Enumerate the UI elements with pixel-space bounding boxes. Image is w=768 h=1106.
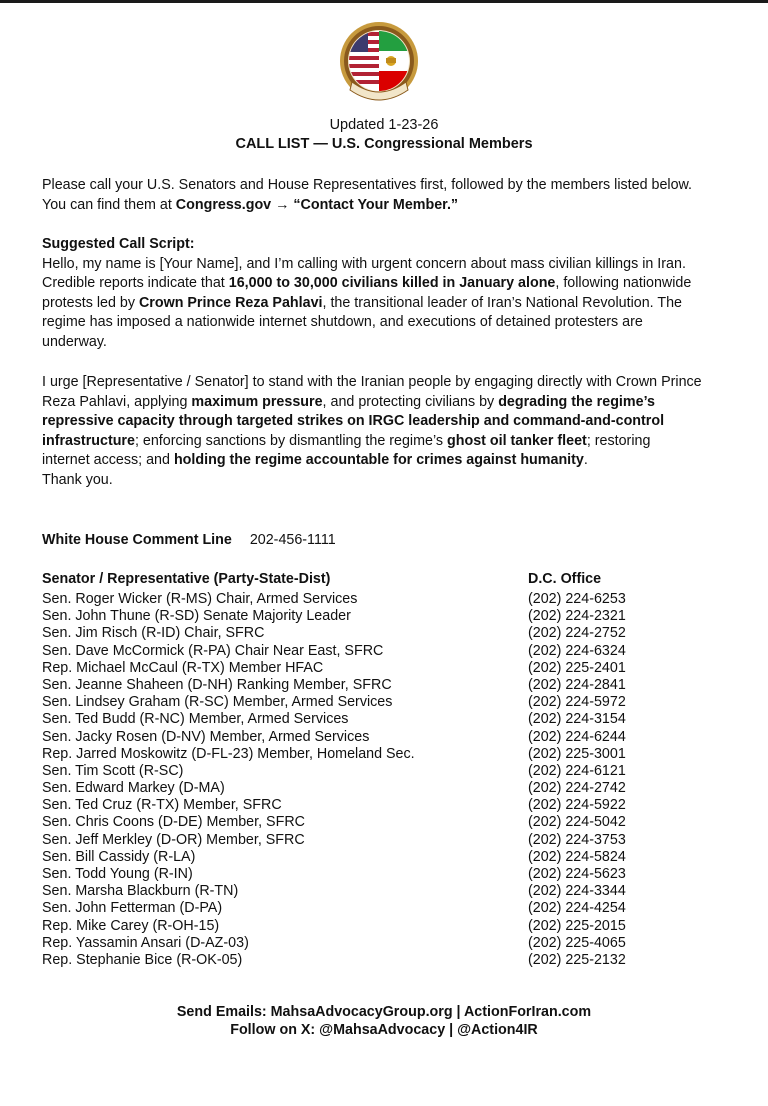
table-row: [42, 677, 662, 694]
column-header-member: Senator / Representative (Party-State-Dist): [42, 571, 331, 587]
table-row: [42, 797, 662, 814]
office-phone: (202) 225-2401: [528, 659, 626, 676]
office-phone: (202) 225-4065: [528, 934, 626, 951]
member-name: Sen. Tim Scott (R-SC): [42, 762, 184, 779]
table-row: [42, 780, 662, 797]
table-row: [42, 660, 662, 677]
table-row: [42, 694, 662, 711]
white-house-label: White House Comment Line: [42, 532, 232, 548]
member-name: Sen. Ted Cruz (R-TX) Member, SFRC: [42, 797, 282, 814]
office-phone: (202) 224-2752: [528, 625, 626, 642]
table-row: [42, 711, 662, 728]
mahsa-advocacy-logo: [338, 20, 420, 106]
member-name: Rep. Mike Carey (R-OH-15): [42, 917, 220, 934]
member-name: Sen. Roger Wicker (R-MS) Chair, Armed Services: [42, 591, 358, 607]
member-name: Sen. John Fetterman (D-PA): [42, 900, 223, 917]
office-phone: (202) 224-6324: [528, 642, 626, 659]
contact-member-reference: Congress.gov → “Contact Your Member.”: [175, 196, 459, 213]
office-phone: (202) 225-2132: [528, 951, 626, 968]
table-row: [42, 814, 662, 831]
office-phone: (202) 224-4254: [528, 900, 626, 917]
footer-emails: Send Emails: MahsaAdvocacyGroup.org | ActionForIran.com: [176, 1004, 592, 1020]
member-name: Sen. Jeanne Shaheen (D-NH) Ranking Member, SFRC: [42, 676, 392, 693]
member-name: Sen. Bill Cassidy (R-LA): [42, 848, 196, 865]
office-phone: (202) 224-5972: [528, 694, 626, 711]
member-name: Sen. Ted Budd (R-NC) Member, Armed Services: [42, 711, 349, 728]
column-header-office: D.C. Office: [528, 571, 602, 587]
office-phone: (202) 224-6253: [528, 591, 626, 607]
office-phone: (202) 224-6121: [528, 762, 626, 779]
footer-follow: Follow on X: @MahsaAdvocacy | @Action4IR: [230, 1022, 538, 1038]
table-row: [42, 866, 662, 883]
office-phone: (202) 224-2321: [528, 608, 626, 625]
updated-date: Updated 1-23-26: [329, 117, 439, 133]
intro-paragraph: Please call your U.S. Senators and House Representatives first, followed by the members listed below. You can find them at Congress.gov → “Contact Your Member.”: [42, 177, 693, 213]
member-name: Rep. Stephanie Bice (R-OK-05): [42, 951, 243, 968]
white-house-comment-line: [42, 532, 336, 548]
office-phone: (202) 225-3001: [528, 745, 626, 762]
page-title: CALL LIST — U.S. Congressional Members: [235, 136, 533, 152]
table-row: [42, 952, 662, 969]
table-row: [42, 832, 662, 849]
office-phone: (202) 225-2015: [528, 917, 626, 934]
call-script-heading: Suggested Call Script:: [42, 236, 195, 252]
member-name: Sen. Edward Markey (D-MA): [42, 780, 225, 797]
logo-emblem-icon: [338, 20, 420, 106]
member-name: Sen. Jacky Rosen (D-NV) Member, Armed Services: [42, 728, 370, 745]
member-name: Sen. Jim Risch (R-ID) Chair, SFRC: [42, 625, 265, 642]
office-phone: (202) 224-3154: [528, 711, 626, 728]
table-row: [42, 608, 662, 625]
table-row: [42, 729, 662, 746]
table-row: [42, 883, 662, 900]
office-phone: (202) 224-3753: [528, 831, 626, 848]
member-name: Sen. Jeff Merkley (D-OR) Member, SFRC: [42, 831, 305, 848]
urge-paragraph: I urge [Representative / Senator] to stand with the Iranian people by engaging directly with Crown Prince Reza Pahlavi, applying maximum pressure, and protecting civilians by degrading the regime’s repressive capacity through targeted strikes on IRGC leadership and command-and-control infrastructure; enforcing sanctions by dismantling the regime’s ghost oil tanker fleet; restoring internet access; and holding the regime accountable for crimes against humanity. Thank you.: [42, 374, 702, 488]
member-name: Sen. Lindsey Graham (R-SC) Member, Armed Services: [42, 694, 393, 711]
table-row: [42, 763, 662, 780]
thank-you-line: Thank you.: [42, 471, 113, 488]
office-phone: (202) 224-2742: [528, 780, 626, 797]
member-name: Sen. Todd Young (R-IN): [42, 866, 193, 882]
table-row: [42, 643, 662, 660]
table-row: [42, 591, 662, 608]
table-row: [42, 625, 662, 642]
member-name: Rep. Jarred Moskowitz (D-FL-23) Member, Homeland Sec.: [42, 745, 415, 762]
member-name: Rep. Yassamin Ansari (D-AZ-03): [42, 934, 249, 951]
table-row: [42, 935, 662, 952]
member-name: Sen. John Thune (R-SD) Senate Majority Leader: [42, 608, 351, 625]
table-row: [42, 849, 662, 866]
office-phone: (202) 224-3344: [528, 883, 626, 900]
table-row: [42, 900, 662, 917]
top-border: [0, 0, 768, 3]
member-name: Sen. Marsha Blackburn (R-TN): [42, 883, 239, 900]
office-phone: (202) 224-5922: [528, 797, 626, 814]
office-phone: (202) 224-5824: [528, 848, 626, 865]
member-name: Rep. Michael McCaul (R-TX) Member HFAC: [42, 659, 324, 676]
office-phone: (202) 224-2841: [528, 676, 626, 693]
office-phone: (202) 224-6244: [528, 728, 626, 745]
call-list-table: [42, 591, 662, 969]
white-house-phone: 202-456-1111: [249, 532, 336, 548]
office-phone: (202) 224-5623: [528, 866, 626, 882]
table-row: [42, 746, 662, 763]
table-row: [42, 918, 662, 935]
call-script-paragraph: Suggested Call Script: Hello, my name is [Your Name], and I’m calling with urgent concern about mass civilian killings in Iran. Credible reports indicate that 16,000 to 30,000 civilians killed in January alone, following nationwide protests led by Crown Prince Reza Pahlavi, the transitional leader of Iran’s National Revolution. The regime has imposed a nationwide internet shutdown, and executions of detained protesters are underway.: [42, 236, 692, 350]
member-name: Sen. Chris Coons (D-DE) Member, SFRC: [42, 814, 305, 831]
member-name: Sen. Dave McCormick (R-PA) Chair Near East, SFRC: [42, 642, 384, 659]
office-phone: (202) 224-5042: [528, 814, 626, 831]
